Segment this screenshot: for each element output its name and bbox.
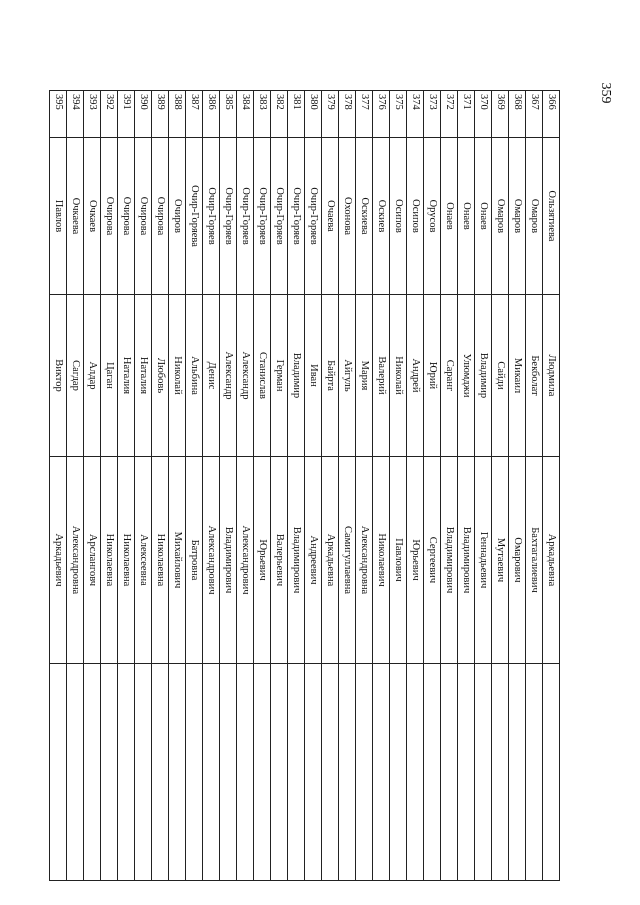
last-name-cell: Очир-Горяев (271, 138, 288, 295)
table-row (101, 91, 118, 881)
row-number: 367 (526, 91, 543, 138)
empty-cell (203, 664, 220, 881)
first-name-cell: Александр (220, 295, 237, 457)
patronymic-cell: Николаевна (152, 457, 169, 664)
patronymic-cell: Андреевич (305, 457, 322, 664)
row-number: 368 (509, 91, 526, 138)
patronymic-cell: Мутаевич (492, 457, 509, 664)
last-name-cell: Очир-Горяев (220, 138, 237, 295)
table-row (237, 91, 254, 881)
patronymic-cell: Алексеевна (135, 457, 152, 664)
last-name-cell: Оскиева (356, 138, 373, 295)
patronymic-cell: Александровна (356, 457, 373, 664)
table-row (441, 91, 458, 881)
table-row (203, 91, 220, 881)
empty-cell (84, 664, 101, 881)
last-name-cell: Омаров (526, 138, 543, 295)
first-name-cell: Саранг (441, 295, 458, 457)
table-row (322, 91, 339, 881)
table-row (339, 91, 356, 881)
empty-cell (186, 664, 203, 881)
row-number: 376 (373, 91, 390, 138)
table-row (305, 91, 322, 881)
empty-cell (373, 664, 390, 881)
names-table-body (50, 91, 560, 881)
table-row (135, 91, 152, 881)
patronymic-cell: Сергеевич (424, 457, 441, 664)
row-number: 390 (135, 91, 152, 138)
first-name-cell: Андрей (407, 295, 424, 457)
patronymic-cell: Валерьевич (271, 457, 288, 664)
table-row (407, 91, 424, 881)
first-name-cell: Валерий (373, 295, 390, 457)
empty-cell (492, 664, 509, 881)
patronymic-cell: Аркадьевна (322, 457, 339, 664)
empty-cell (152, 664, 169, 881)
patronymic-cell: Омарович (509, 457, 526, 664)
row-number: 385 (220, 91, 237, 138)
last-name-cell: Очир-Горяев (288, 138, 305, 295)
last-name-cell: Омаров (509, 138, 526, 295)
last-name-cell: Орусов (424, 138, 441, 295)
last-name-cell: Очаева (322, 138, 339, 295)
row-number: 366 (543, 91, 560, 138)
first-name-cell: Наталия (118, 295, 135, 457)
table-row (492, 91, 509, 881)
table-row (526, 91, 543, 881)
empty-cell (458, 664, 475, 881)
last-name-cell: Онаев (458, 138, 475, 295)
patronymic-cell: Михайлович (169, 457, 186, 664)
row-number: 370 (475, 91, 492, 138)
empty-cell (220, 664, 237, 881)
row-number: 375 (390, 91, 407, 138)
last-name-cell: Очир-Горяев (237, 138, 254, 295)
empty-cell (356, 664, 373, 881)
first-name-cell: Николай (390, 295, 407, 457)
last-name-cell: Очирова (152, 138, 169, 295)
patronymic-cell: Александрович (203, 457, 220, 664)
row-number: 395 (50, 91, 67, 138)
row-number: 380 (305, 91, 322, 138)
first-name-cell: Мария (356, 295, 373, 457)
table-row (458, 91, 475, 881)
empty-cell (407, 664, 424, 881)
first-name-cell: Сайди (492, 295, 509, 457)
patronymic-cell: Арсланговч (84, 457, 101, 664)
empty-cell (305, 664, 322, 881)
first-name-cell: Сагдар (67, 295, 84, 457)
first-name-cell: Александр (237, 295, 254, 457)
table-row (50, 91, 67, 881)
last-name-cell: Осипов (407, 138, 424, 295)
empty-cell (339, 664, 356, 881)
row-number: 394 (67, 91, 84, 138)
table-row (288, 91, 305, 881)
last-name-cell: Очиров (169, 138, 186, 295)
table-row (152, 91, 169, 881)
table-row (543, 91, 560, 881)
empty-cell (322, 664, 339, 881)
empty-cell (50, 664, 67, 881)
names-table (49, 90, 560, 881)
first-name-cell: Иван (305, 295, 322, 457)
table-row (509, 91, 526, 881)
row-number: 393 (84, 91, 101, 138)
last-name-cell: Ользятиева (543, 138, 560, 295)
first-name-cell: Юрий (424, 295, 441, 457)
patronymic-cell: Аркадьевна (543, 457, 560, 664)
row-number: 383 (254, 91, 271, 138)
patronymic-cell: Николаевна (118, 457, 135, 664)
first-name-cell: Наталия (135, 295, 152, 457)
patronymic-cell: Самигуллаевна (339, 457, 356, 664)
first-name-cell: Владимир (288, 295, 305, 457)
empty-cell (475, 664, 492, 881)
empty-cell (254, 664, 271, 881)
row-number: 373 (424, 91, 441, 138)
empty-cell (118, 664, 135, 881)
last-name-cell: Очкаев (84, 138, 101, 295)
empty-cell (526, 664, 543, 881)
patronymic-cell: Александровна (67, 457, 84, 664)
patronymic-cell: Владимирович (441, 457, 458, 664)
first-name-cell: Николай (169, 295, 186, 457)
row-number: 387 (186, 91, 203, 138)
last-name-cell: Очирова (101, 138, 118, 295)
empty-cell (543, 664, 560, 881)
first-name-cell: Станислав (254, 295, 271, 457)
patronymic-cell: Павлович (390, 457, 407, 664)
row-number: 369 (492, 91, 509, 138)
last-name-cell: Очирова (135, 138, 152, 295)
row-number: 391 (118, 91, 135, 138)
first-name-cell: Улюмджи (458, 295, 475, 457)
last-name-cell: Очир-Горяев (203, 138, 220, 295)
last-name-cell: Очир-Горяева (186, 138, 203, 295)
empty-cell (135, 664, 152, 881)
first-name-cell: Альбина (186, 295, 203, 457)
first-name-cell: Людмила (543, 295, 560, 457)
table-row (84, 91, 101, 881)
empty-cell (509, 664, 526, 881)
empty-cell (101, 664, 118, 881)
row-number: 371 (458, 91, 475, 138)
row-number: 382 (271, 91, 288, 138)
patronymic-cell: Александрович (237, 457, 254, 664)
row-number: 381 (288, 91, 305, 138)
first-name-cell: Владимир (475, 295, 492, 457)
table-row (356, 91, 373, 881)
row-number: 389 (152, 91, 169, 138)
row-number: 377 (356, 91, 373, 138)
first-name-cell: Герман (271, 295, 288, 457)
empty-cell (169, 664, 186, 881)
first-name-cell: Денис (203, 295, 220, 457)
empty-cell (424, 664, 441, 881)
table-row (424, 91, 441, 881)
last-name-cell: Охонова (339, 138, 356, 295)
table-row (475, 91, 492, 881)
patronymic-cell: Владимирович (220, 457, 237, 664)
table-row (186, 91, 203, 881)
table-row (220, 91, 237, 881)
patronymic-cell: Николаевич (373, 457, 390, 664)
row-number: 372 (441, 91, 458, 138)
table-row (169, 91, 186, 881)
row-number: 386 (203, 91, 220, 138)
table-row (254, 91, 271, 881)
last-name-cell: Оскиев (373, 138, 390, 295)
patronymic-cell: Юрьевич (407, 457, 424, 664)
last-name-cell: Очир-Горяев (305, 138, 322, 295)
row-number: 379 (322, 91, 339, 138)
last-name-cell: Онаев (475, 138, 492, 295)
last-name-cell: Онаев (441, 138, 458, 295)
patronymic-cell: Николаевна (101, 457, 118, 664)
row-number: 378 (339, 91, 356, 138)
empty-cell (390, 664, 407, 881)
first-name-cell: Айгуль (339, 295, 356, 457)
row-number: 388 (169, 91, 186, 138)
patronymic-cell: Юрьевич (254, 457, 271, 664)
first-name-cell: Цаган (101, 295, 118, 457)
first-name-cell: Микаил (509, 295, 526, 457)
patronymic-cell: Владимирович (288, 457, 305, 664)
first-name-cell: Виктор (50, 295, 67, 457)
last-name-cell: Омаров (492, 138, 509, 295)
last-name-cell: Очир-Горяев (254, 138, 271, 295)
last-name-cell: Очирова (118, 138, 135, 295)
empty-cell (67, 664, 84, 881)
table-row (118, 91, 135, 881)
names-table-container (53, 90, 560, 845)
row-number: 392 (101, 91, 118, 138)
patronymic-cell: Аркадьевич (50, 457, 67, 664)
first-name-cell: Алдар (84, 295, 101, 457)
empty-cell (441, 664, 458, 881)
first-name-cell: Бекболат (526, 295, 543, 457)
patronymic-cell: Бахтагалиевич (526, 457, 543, 664)
page-number: 359 (598, 82, 613, 104)
first-name-cell: Байрта (322, 295, 339, 457)
row-number: 384 (237, 91, 254, 138)
table-row (373, 91, 390, 881)
table-row (390, 91, 407, 881)
table-row (271, 91, 288, 881)
patronymic-cell: Владимирович (458, 457, 475, 664)
patronymic-cell: Геннадьевич (475, 457, 492, 664)
empty-cell (237, 664, 254, 881)
table-row (67, 91, 84, 881)
empty-cell (288, 664, 305, 881)
last-name-cell: Павлов (50, 138, 67, 295)
empty-cell (271, 664, 288, 881)
last-name-cell: Очкаева (67, 138, 84, 295)
first-name-cell: Любовь (152, 295, 169, 457)
last-name-cell: Осипов (390, 138, 407, 295)
row-number: 374 (407, 91, 424, 138)
patronymic-cell: Батровна (186, 457, 203, 664)
